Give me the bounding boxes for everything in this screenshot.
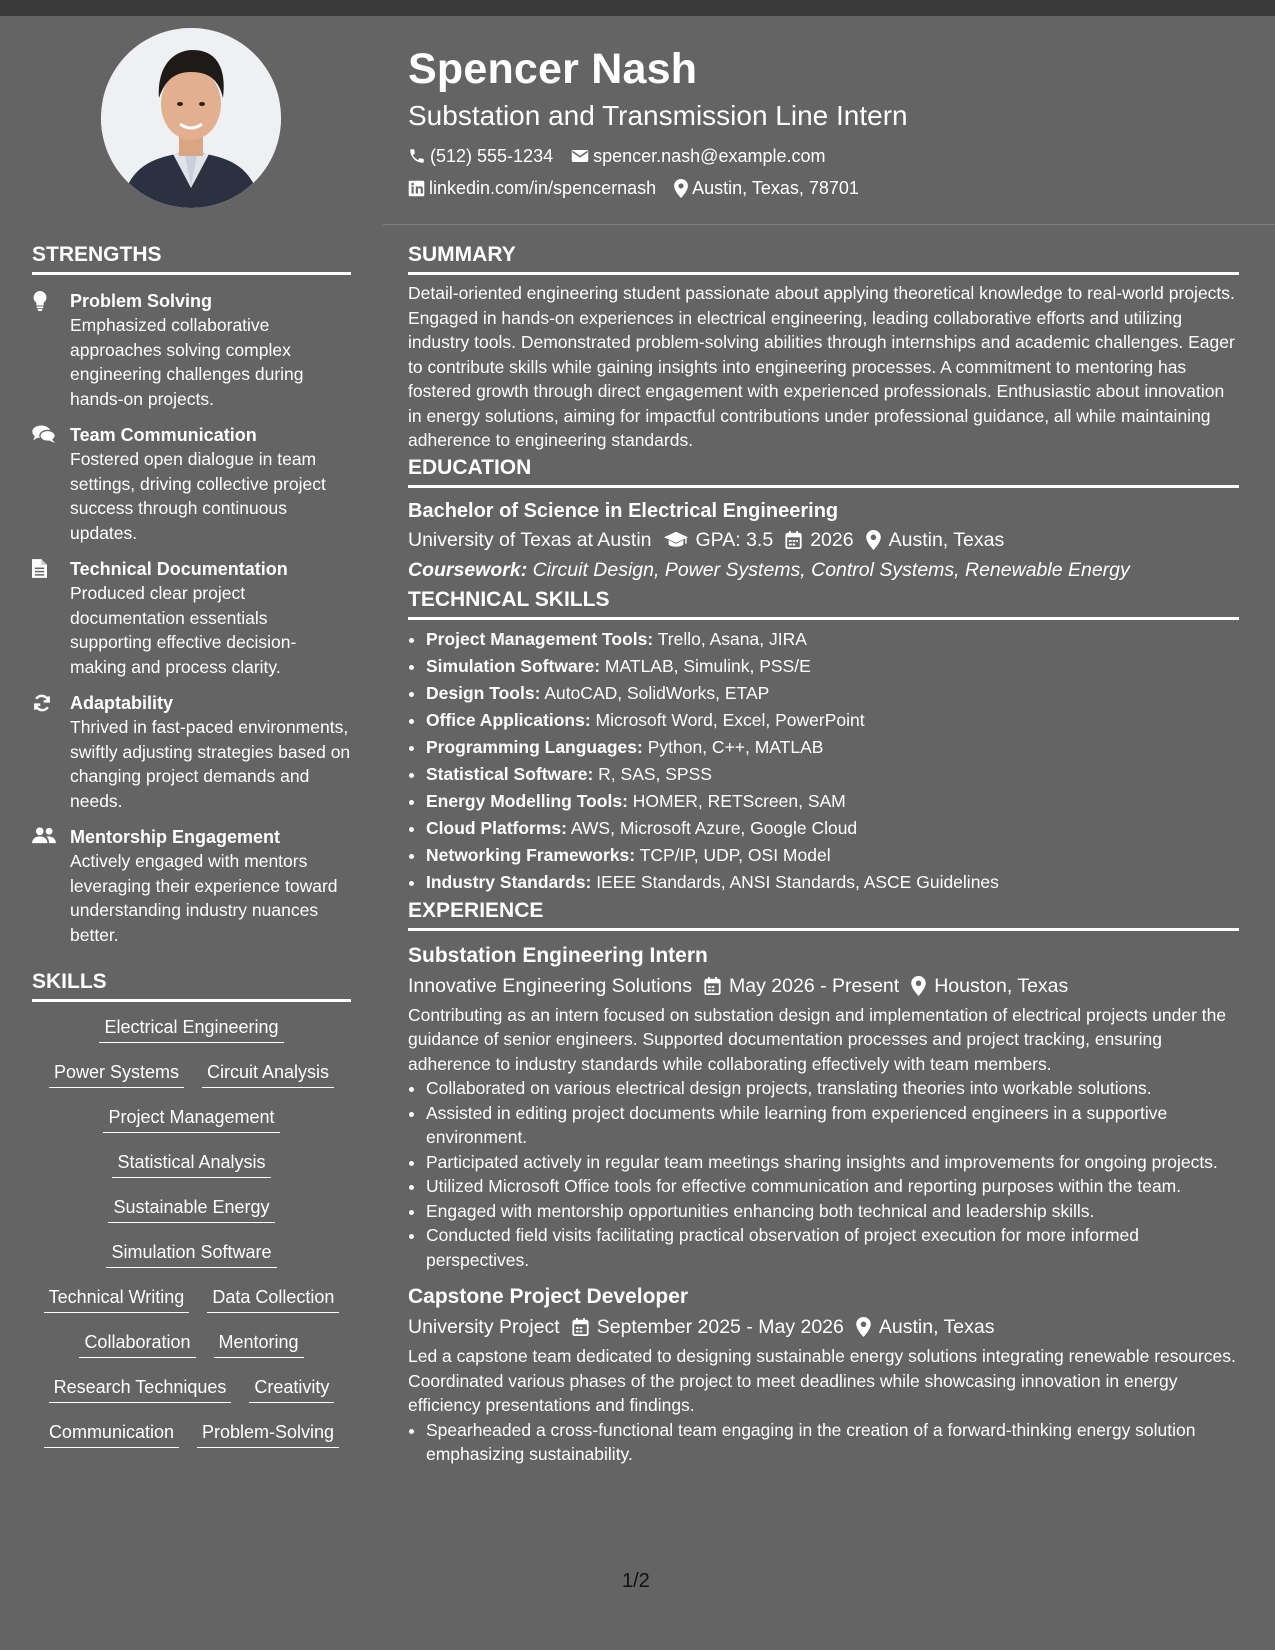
tech-skill-value: Microsoft Word, Excel, PowerPoint — [595, 709, 865, 730]
strength-description: Fostered open dialogue in team settings, driving collective project success through continuous updates. — [70, 449, 326, 543]
refresh-icon — [32, 693, 52, 713]
tech-skill-value: Python, C++, MATLAB — [647, 736, 824, 757]
document-icon — [32, 559, 47, 578]
right-column — [408, 240, 1239, 1467]
resume-header — [408, 40, 1258, 204]
strength-title: Adaptability — [70, 693, 174, 713]
tech-skill-label: Statistical Software: — [426, 763, 594, 784]
job-meta — [408, 971, 1239, 1001]
strength-title: Technical Documentation — [70, 559, 288, 579]
gpa-text: GPA: 3.5 — [695, 528, 774, 551]
job-location: Houston, Texas — [934, 974, 1069, 997]
phone-text: (512) 555-1234 — [430, 146, 554, 166]
list-item — [426, 653, 1239, 680]
tech-skill-value: HOMER, RETScreen, SAM — [632, 790, 846, 811]
tech-skill-value: AWS, Microsoft Azure, Google Cloud — [570, 817, 858, 838]
skill-tag: Simulation Software — [106, 1241, 276, 1268]
list-item — [426, 869, 1239, 896]
degree-title: Bachelor of Science in Electrical Engineering — [408, 499, 839, 522]
list-item: • Engaged with mentorship opportunities enhancing both technical and leadership skills. — [426, 1199, 1239, 1224]
tech-skill-label: Cloud Platforms: — [426, 817, 567, 838]
skill-tag: Sustainable Energy — [108, 1196, 274, 1223]
job-bullets — [408, 1076, 1239, 1272]
education-heading: EDUCATION — [408, 453, 1239, 488]
skill-tag: Data Collection — [207, 1286, 339, 1313]
tech-skill-label: Project Management Tools: — [426, 628, 654, 649]
skill-tag: Power Systems — [49, 1061, 184, 1088]
portrait-image — [101, 28, 281, 208]
calendar-icon — [704, 977, 721, 995]
skill-tag: Creativity — [249, 1376, 334, 1403]
email-contact[interactable] — [571, 140, 825, 172]
tech-skill-value: MATLAB, Simulink, PSS/E — [604, 655, 811, 676]
list-item — [426, 761, 1239, 788]
school-name: University of Texas at Austin — [408, 528, 652, 551]
tech-skill-value: TCP/IP, UDP, OSI Model — [639, 844, 831, 865]
linkedin-contact[interactable] — [408, 172, 656, 204]
left-column — [32, 240, 351, 1466]
list-item — [426, 788, 1239, 815]
list-item: • Conducted field visits facilitating practical observation of project execution for more informed perspectives. — [426, 1223, 1239, 1272]
tech-skill-label: Office Applications: — [426, 709, 591, 730]
linkedin-icon — [408, 180, 425, 197]
job-title: Capstone Project Developer — [408, 1285, 689, 1308]
skill-tag: Statistical Analysis — [112, 1151, 270, 1178]
contact-row-2 — [408, 172, 1258, 204]
tech-skill-label: Design Tools: — [426, 682, 541, 703]
strength-title: Problem Solving — [70, 291, 213, 311]
tech-skill-label: Energy Modelling Tools: — [426, 790, 628, 811]
strength-item — [32, 825, 351, 947]
coursework-line — [408, 555, 1239, 585]
list-item — [426, 734, 1239, 761]
phone-icon — [408, 147, 426, 165]
job-bullets — [408, 1418, 1239, 1467]
profile-photo — [101, 28, 281, 208]
skill-tag: Technical Writing — [44, 1286, 190, 1313]
map-pin-icon — [674, 179, 688, 198]
job-meta — [408, 1312, 1239, 1342]
tech-skill-label: Programming Languages: — [426, 736, 643, 757]
linkedin-text: linkedin.com/in/spencernash — [429, 178, 657, 198]
page-number: 1/2 — [622, 1570, 650, 1592]
strength-description: Emphasized collaborative approaches solving complex engineering challenges during hands-on projects. — [70, 315, 304, 409]
graduation-year: 2026 — [810, 528, 854, 551]
strength-item — [32, 423, 351, 545]
contact-row-1 — [408, 140, 1258, 172]
list-item: • Spearheaded a cross-functional team engaging in the creation of a forward-thinking energy solution emphasizing sustainability. — [426, 1418, 1239, 1467]
list-item — [426, 707, 1239, 734]
calendar-icon — [572, 1318, 589, 1336]
strengths-heading: STRENGTHS — [32, 240, 351, 275]
job-entry — [408, 1282, 1239, 1467]
skill-tag: Communication — [44, 1421, 179, 1448]
summary-text: Detail-oriented engineering student passionate about applying theoretical knowledge to real-world projects. Engaged in hands-on experiences in electrical engineering, leading collaborative efforts and utilizing industry tools. Demonstrated problem-solving abilities through internships and academic challenges. Eager to contribute skills while gaining insights into engineering processes. A commitment to mentoring has fostered growth through direct engagement with experienced professionals. Enthusiastic about innovation in energy solutions, aiming for impactful contributions under professional guidance, all while maintaining adherence to engineering standards. — [408, 283, 1235, 450]
job-title: Substation Engineering Intern — [408, 943, 708, 967]
list-item — [426, 680, 1239, 707]
lightbulb-icon — [32, 291, 48, 311]
strength-description: Thrived in fast-paced environments, swiftly adjusting strategies based on changing project demands and needs. — [70, 717, 351, 811]
envelope-icon — [571, 148, 589, 164]
tech-skill-label: Networking Frameworks: — [426, 844, 636, 865]
tech-skill-value: AutoCAD, SolidWorks, ETAP — [544, 682, 770, 703]
list-item: • Participated actively in regular team meetings sharing insights and improvements for ongoing projects. — [426, 1150, 1239, 1175]
technical-skills-list — [408, 626, 1239, 896]
job-org: University Project — [408, 1316, 560, 1338]
skill-tag: Mentoring — [214, 1331, 304, 1358]
strength-description: Produced clear project documentation essentials supporting effective decision-making and process clarity. — [70, 583, 297, 677]
skill-tag: Electrical Engineering — [99, 1016, 283, 1043]
tech-skill-label: Simulation Software: — [426, 655, 601, 676]
tech-skill-value: IEEE Standards, ANSI Standards, ASCE Guidelines — [596, 871, 999, 892]
job-dates: September 2025 - May 2026 — [596, 1316, 844, 1338]
job-org: Innovative Engineering Solutions — [408, 974, 693, 997]
job-entry — [408, 941, 1239, 1273]
skills-cloud — [32, 1016, 351, 1466]
coursework-label: Coursework: — [408, 558, 528, 581]
list-item — [426, 815, 1239, 842]
graduation-cap-icon — [664, 531, 688, 549]
skill-tag: Circuit Analysis — [202, 1061, 334, 1088]
list-item — [426, 842, 1239, 869]
list-item: • Utilized Microsoft Office tools for effective communication and reporting purposes within the team. — [426, 1174, 1239, 1199]
job-description: Contributing as an intern focused on substation design and implementation of electrical projects under the guidance of senior engineers. Supported documentation processes and project tracking, ensuring adherence to industry standards while collaborating effectively with team members. — [408, 1004, 1227, 1074]
candidate-title: Substation and Transmission Line Intern — [408, 100, 908, 131]
job-description: Led a capstone team dedicated to designing sustainable energy solutions integrating renewable resources. Coordinated various phases of the project to meet deadlines while showcasing innovation in energy efficiency presentations and findings. — [408, 1346, 1236, 1415]
list-item: • Collaborated on various electrical design projects, translating theories into workable solutions. — [426, 1076, 1239, 1101]
location-contact — [674, 172, 859, 204]
skill-tag: Research Techniques — [49, 1376, 232, 1403]
job-location: Austin, Texas — [878, 1316, 995, 1338]
map-pin-icon — [866, 530, 881, 550]
top-bar — [0, 0, 1275, 16]
skills-heading: SKILLS — [32, 967, 351, 1002]
experience-heading: EXPERIENCE — [408, 896, 1239, 931]
tech-skill-label: Industry Standards: — [426, 871, 592, 892]
email-text: spencer.nash@example.com — [593, 146, 826, 166]
list-item — [426, 626, 1239, 653]
list-item: • Assisted in editing project documents while learning from experienced engineers in a supportive environment. — [426, 1101, 1239, 1150]
users-icon — [32, 827, 56, 844]
coursework-list: Circuit Design, Power Systems, Control Systems, Renewable Energy — [532, 558, 1130, 581]
strength-description: Actively engaged with mentors leveraging their experience toward understanding industry nuances better. — [70, 851, 338, 945]
location-text: Austin, Texas, 78701 — [692, 178, 859, 198]
map-pin-icon — [911, 976, 926, 996]
strength-title: Team Communication — [70, 425, 257, 445]
map-pin-icon — [856, 1317, 871, 1337]
skill-tag: Project Management — [103, 1106, 279, 1133]
strength-item — [32, 691, 351, 813]
chat-icon — [32, 425, 56, 443]
skill-tag: Problem-Solving — [197, 1421, 339, 1448]
technical-skills-heading: TECHNICAL SKILLS — [408, 585, 1239, 620]
candidate-name: Spencer Nash — [408, 45, 698, 93]
skill-tag: Collaboration — [79, 1331, 195, 1358]
education-meta — [408, 525, 1239, 555]
summary-heading: SUMMARY — [408, 240, 1239, 275]
phone-contact[interactable] — [408, 140, 553, 172]
calendar-icon — [785, 531, 802, 549]
strength-item — [32, 289, 351, 411]
tech-skill-value: Trello, Asana, JIRA — [657, 628, 807, 649]
tech-skill-value: R, SAS, SPSS — [598, 763, 712, 784]
header-divider — [383, 224, 1275, 225]
strength-title: Mentorship Engagement — [70, 827, 281, 847]
job-dates: May 2026 - Present — [729, 974, 900, 997]
strength-item — [32, 557, 351, 679]
education-location: Austin, Texas — [888, 528, 1005, 551]
